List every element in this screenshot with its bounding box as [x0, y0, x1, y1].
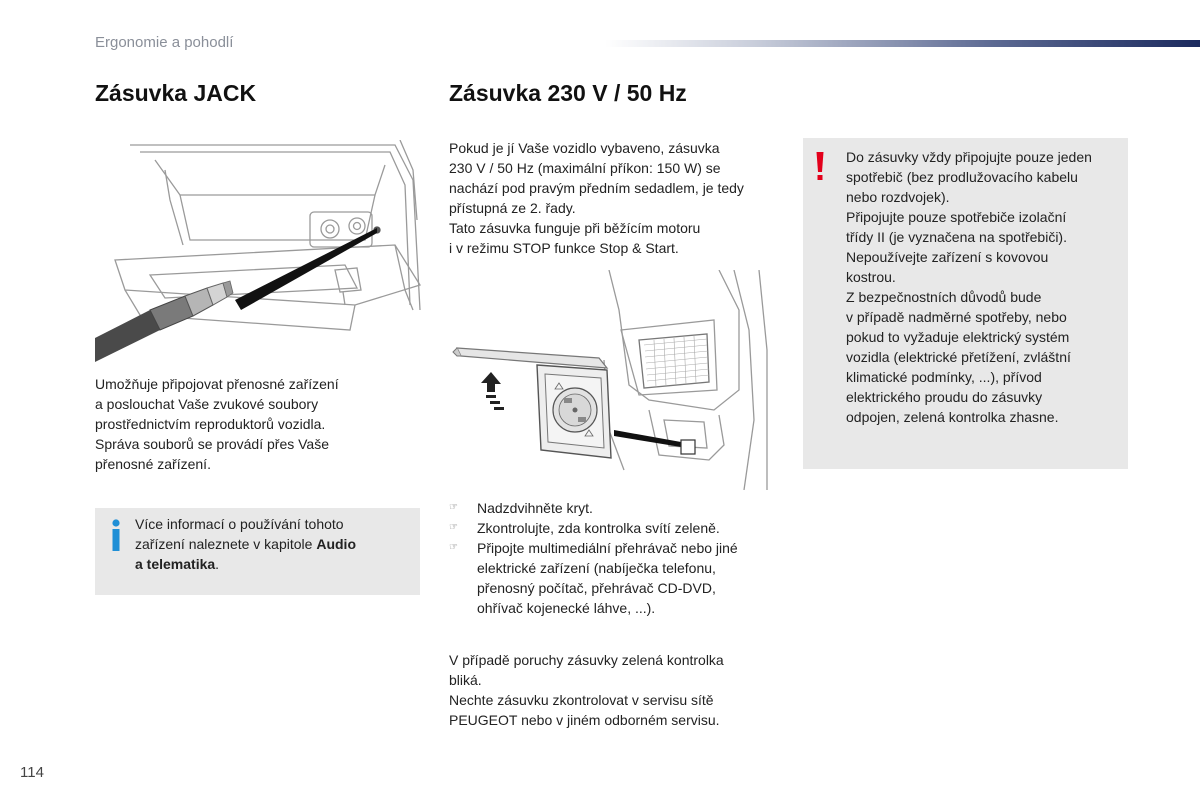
info-icon: [108, 518, 124, 552]
warning-line: pokud to vyžaduje elektrický systém: [846, 329, 1070, 345]
intro-line: 230 V / 50 Hz (maximální příkon: 150 W) se: [449, 160, 721, 176]
list-item: [449, 518, 779, 538]
section-header: Ergonomie a pohodlí: [95, 34, 234, 51]
chapter-reference: Audio: [316, 536, 356, 552]
intro-line: Pokud je jí Vaše vozidlo vybaveno, zásuvka: [449, 140, 720, 156]
pointing-hand-bullet-icon: ☞: [449, 542, 458, 553]
info-line: Více informací o používání tohoto: [135, 516, 344, 532]
step-line: Nadzdvihněte kryt.: [477, 500, 593, 516]
intro-line: i v režimu STOP funkce Stop & Start.: [449, 240, 679, 256]
warning-line: elektrického proudu do zásuvky: [846, 389, 1043, 405]
jack-title: Zásuvka JACK: [95, 80, 257, 106]
jack-description-line: prostřednictvím reproduktorů vozidla.: [95, 416, 326, 432]
warning-line: spotřebič (bez prodlužovacího kabelu: [846, 169, 1078, 185]
failure-note-line: PEUGEOT nebo v jiném odborném servisu.: [449, 712, 720, 728]
page-number: 114: [20, 764, 44, 781]
failure-note-line: Nechte zásuvku zkontrolovat v servisu sítě: [449, 692, 714, 708]
pointing-hand-bullet-icon: ☞: [449, 522, 458, 533]
step-line: Připojte multimediální přehrávač nebo jiné: [477, 540, 738, 556]
warning-line: nebo rozdvojek).: [846, 189, 950, 205]
warning-line: odpojen, zelená kontrolka zhasne.: [846, 409, 1059, 425]
warning-line: kostrou.: [846, 269, 896, 285]
exclamation-icon: [815, 152, 825, 182]
jack-description-line: přenosné zařízení.: [95, 456, 211, 472]
warning-box: [803, 138, 1128, 469]
warning-line: Nepoužívejte zařízení s kovovou: [846, 249, 1049, 265]
step-line: ohřívač kojenecké láhve, ...).: [477, 600, 656, 616]
failure-note: [449, 650, 789, 730]
info-line: zařízení naleznete v kapitole: [135, 536, 317, 552]
warning-line: Připojujte pouze spotřebiče izolační: [846, 209, 1067, 225]
header-gradient-bar: [605, 40, 1200, 47]
warning-line: vozidla (elektrické přetížení, zvláštní: [846, 349, 1071, 365]
warning-line: v případě nadměrné spotřeby, nebo: [846, 309, 1067, 325]
jack-description: [95, 374, 415, 474]
socket-230v-title: Zásuvka 230 V / 50 Hz: [449, 80, 687, 106]
pointing-hand-bullet-icon: ☞: [449, 502, 458, 513]
warning-text: [846, 147, 1121, 427]
list-item: [449, 538, 779, 618]
list-item: [449, 498, 779, 518]
failure-note-line: V případě poruchy zásuvky zelená kontrolka: [449, 652, 724, 668]
230v-socket-illustration: [449, 270, 774, 490]
info-text: [135, 514, 405, 574]
warning-line: Do zásuvky vždy připojujte pouze jeden: [846, 149, 1092, 165]
intro-line: Tato zásuvka funguje při běžícím motoru: [449, 220, 701, 236]
info-box: [95, 508, 420, 595]
steps-list: [449, 498, 779, 618]
chapter-reference: a telematika: [135, 556, 216, 572]
intro-line: přístupná ze 2. řady.: [449, 200, 576, 216]
failure-note-line: bliká.: [449, 672, 482, 688]
info-line: .: [215, 556, 220, 572]
step-line: Zkontrolujte, zda kontrolka svítí zeleně.: [477, 520, 720, 536]
step-line: přenosný počítač, přehrávač CD-DVD,: [477, 580, 716, 596]
intro-line: nachází pod pravým předním sedadlem, je tedy: [449, 180, 744, 196]
jack-description-line: a poslouchat Vaše zvukové soubory: [95, 396, 319, 412]
socket-230v-intro: [449, 138, 789, 258]
warning-line: třídy II (je vyznačena na spotřebiči).: [846, 229, 1067, 245]
jack-socket-illustration: [95, 140, 425, 365]
jack-description-line: Správa souborů se provádí přes Vaše: [95, 436, 329, 452]
step-line: elektrické zařízení (nabíječka telefonu,: [477, 560, 716, 576]
warning-line: klimatické podmínky, ...), přívod: [846, 369, 1042, 385]
jack-description-line: Umožňuje připojovat přenosné zařízení: [95, 376, 339, 392]
warning-line: Z bezpečnostních důvodů bude: [846, 289, 1042, 305]
